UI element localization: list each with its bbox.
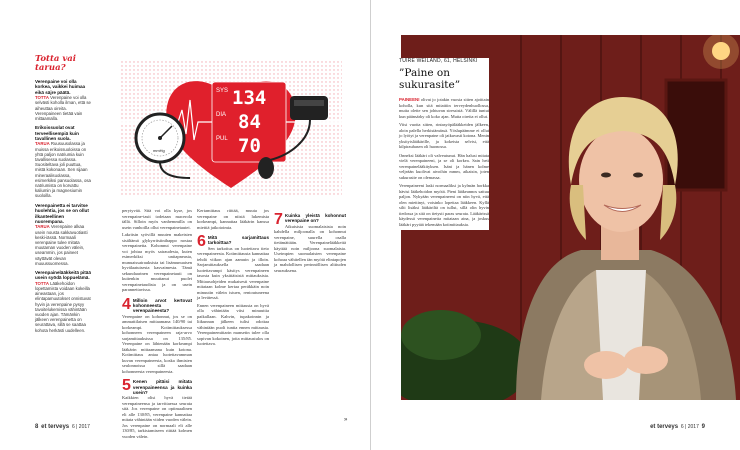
paragraph: Kertamittaus riittää, muuta jos verenpaine on niistä lukemista korkeampi, kannattaa lääkärin kanssa miettiä jatkotoimia. xyxy=(197,208,269,230)
sidebar-answer xyxy=(35,95,92,121)
paragraph: Lakritsin syövillä muuten makeisten sisältämä glykyrritsiinihappo nostaa verenpainetta. Kohonnut verenpaine voi johtua myös sairaudesta, kuten esimerkiksi unitapneasta, munuaissairauksista tai lisämunuaisen hyvälaatuisesta kasvaimesta. Tämä sekundaarinen verenpainetauti on kuitenkin muuttanut puolet verenpainetaudista ja on usein parannettavissa. xyxy=(122,232,192,292)
sidebar-answer xyxy=(35,224,92,266)
paragraph xyxy=(399,97,489,119)
answer-tag: TARUA xyxy=(35,224,50,230)
page-footer-left xyxy=(35,424,90,430)
sys-value: 134 xyxy=(232,87,267,109)
right-page xyxy=(371,0,740,450)
byline: TUIRE WEILAND, 61, HELSINKI xyxy=(399,58,478,64)
question-number: 5 xyxy=(122,377,131,395)
interview-body xyxy=(399,97,489,227)
paragraph: perytyvää. Sitä voi olla kyse, jos verenpaine-tasit todetaan macerola tällä. Silloin myös vanhemmilla on usein vanhoilla ollut verenpainetautei. xyxy=(122,208,192,230)
blood-pressure-illustration xyxy=(120,60,342,196)
answer-text: Verenpaine voi olla selvästi koholla ilman, että se aiheuttaa oireita. Verenpaineen tietää vain mittaamalla. xyxy=(35,95,91,122)
sys-label: SYS xyxy=(216,88,229,94)
pul-label: PUL xyxy=(216,136,228,142)
gauge-unit: mmHg xyxy=(153,148,165,153)
question-7 xyxy=(274,211,346,228)
sidebar-question: Erikoissuolat ovat terveellisempiä kuin tavallinen suola. xyxy=(35,125,79,142)
sidebar-question: Verenpainetta ei tarvitse huolehtia, jos se on ollut ilkanteellinen nuorempana. xyxy=(35,202,89,224)
paragraph: Verenpaineeni laski normaaliksi ja kylmän horkka hävisi lääkehoidon myötä. Pieni lääkeannos sattuu paljon. Nykyään verenpaineeni on niin hyvä, että olen miettinyt, voisinko lopettaa lääkkeen. Kyllä silti lisäksi lääkäriltä on tullut, sillä olin hyvin tiedossa ja sitä on tietysti paras seurata. Lääkärissä käydessä verenpainetta mitataan aina, ja joskus lääkäri pyytää tekemään kotimittauksia. xyxy=(399,183,489,227)
paragraph: Sen tarkoitus on luotettava tieto verenpaineesta. Kotimittausta kannattaa tehdä viikon ajan aamuin ja illoin. Sarjamittauksella saadaan luotettavampi käsitys verenpaineen tasosta kuin yksittäisistä mittauksista. Mittausohjeiden mukaisesti verenpaine mitataan kolme kertaa peräkkäin noin minuutin välein istuen, rentoutuneena ja levätessä. xyxy=(197,245,269,301)
sidebar-answer xyxy=(35,281,92,333)
lead-tag: PAINEENI xyxy=(399,97,420,102)
answer-text: Ruusuusolassa ja muissa erikoissuoloissa on yhtä paljon natriumia kuin tavallisessa suolassa. Suositeltava joli puuttua, mistä kokonaan. Sen sijaan mineraalisuolassa, esimerkiksi pansuolassa, osa natriumista on korvattu kaliumin ja magnesiumin suoloilla. xyxy=(35,141,91,199)
sidebar-title: Totta vai tarua? xyxy=(35,54,77,73)
interview-text-box xyxy=(399,58,489,230)
headline: ”Paine on sukurasite” xyxy=(399,67,461,91)
page-number: 9 xyxy=(701,424,705,430)
answer-tag: TOTTA xyxy=(35,280,49,286)
paragraph: Onneksi lääkäri oli valveutunut. Hän halusi mitata vielä verenpaineeni, ja se oli korkea. Sain heti verenpainelääkityksen. Isäni ja hänen kolme veljeään kuolivat aivoihin mmm, aikaisin, joten sukurasite on olemassa. xyxy=(399,152,489,180)
question-number: 4 xyxy=(122,295,131,313)
magazine-name: et terveys xyxy=(41,424,70,430)
question-number: 6 xyxy=(197,233,206,250)
paragraph: Kaikkien olisi hyvä tietää verenpaineensa ja tarvittaessa seurata sitä. Jos verenpaine on optimaalinen eli alle 130/85, verenpaine kannattaa mitata vähintään viiden vuoden välein. Jos verenpaine on normaali eli alle 130/85, tarkistamiseen riittää kolmen vuoden välein. xyxy=(122,395,192,439)
page-number: 8 xyxy=(35,424,39,430)
sidebar-question: Verenpainelääkkeitä pitää usein syödä loppuelämä. xyxy=(35,269,91,281)
pul-value: 70 xyxy=(238,135,261,157)
dia-value: 84 xyxy=(238,111,261,133)
article-column-3 xyxy=(274,208,346,275)
question-number: 7 xyxy=(274,211,283,228)
paragraph: Aikuisista suomalaisista noin kahdella miljoonalla on kohonnut verenpaine, suurella osalla tietämättään. Verenpainelääkkeitä käyttää noin miljoona suomalaista. Useimpien suomalaisten verenpaine kohoaa vähitellen iän myötä elintapojen ja mahdollisen perinnöllisen alttiuden seurauksena. xyxy=(274,223,346,273)
question-text: Kuinka yleistä kohonnut verenpaine on? xyxy=(284,213,346,224)
paragraph-text: olivat jo jotakin vuosia sitten ajoittain koholla, kun sitä mitattiin terveydenhuollossa, mutta olette sen johtuvan stressistä. Välillä tuntui kun päänsärky oli koko ajan. Mutta oireita ei ollut. xyxy=(399,97,489,119)
article-column-2 xyxy=(197,208,269,349)
question-text: Mitä sarjamittaus tarkoittaa? xyxy=(207,235,269,246)
question-text: Kenen pitäisi mitata verenpaineensa ja kuinka usein? xyxy=(132,379,192,396)
answer-text: Verenpaine alkaa usein nousta sakkavuotiasti keski-iässä. Normaali verenpaine tulee mitata muutaman vuoden välein, useammin, jos paineet väyttävät olevan muuussuomessa. xyxy=(35,224,88,266)
continue-marker: » xyxy=(344,417,348,423)
bp-display xyxy=(212,82,286,162)
question-4 xyxy=(122,295,192,314)
question-text: Milloin arvot kertovat kohonneesta verenpaineesta? xyxy=(132,297,192,314)
issue-number: 6 | 2017 xyxy=(680,424,699,430)
question-6 xyxy=(197,233,269,250)
sidebar-question: Verenpaine voi olla korkea, vaikkei huimaa eikä säjre päätä. xyxy=(35,79,86,95)
face xyxy=(579,128,663,232)
sidebar-answer xyxy=(35,141,92,198)
article-column-1 xyxy=(122,208,192,441)
true-false-sidebar xyxy=(35,55,92,333)
magazine-name: et terveys xyxy=(650,424,679,430)
question-5 xyxy=(122,379,192,395)
answer-tag: TOTTA xyxy=(35,95,49,101)
answer-text: Lääkehoidon lopettamista voidaan kokeilla aineastaan, jos elintapamuutokset onnistuvat hyvin ja verenpaine pysyy tavoitelukemissa vähintään vuoden ajan. Tämänkin jälkeen verenpainetta on seurattava, sillä se saattaa kohota herkästi uudelleen. xyxy=(35,280,91,333)
answer-tag: TARUA xyxy=(35,141,50,147)
paragraph: Ennen verenpaineen mittausta on hyvä olla vähintään viisi minuuttia paikallaan. Kahvin, tupakoinnin ja liikunnan jälkeen tulisi odottaa vähintään puoli tuntia ennen mittausta. Verenpainemittarin mansetin tulee olla sopivan kokoinen, jotta mittaustulos on luotettava. xyxy=(197,302,269,347)
paragraph: Viisi vuotta sitten, rintasyöpälääkkeiden jälkeen, aloin palella herkistämässä. Yöslupäämme ei ollut jo lyötyt ja verenpaine oli jatkuvasti kotona. Menin yksityislääkärille, ja kokeista selvisi, että kilpirauhasen oli huonossa. xyxy=(399,122,489,149)
paragraph: Verenpaine on kohonnut, jos se on ammattilaisen mittaamana 140/90 tai korkeampi. Kotimittauksessa kohonneen verenpaineen raja-arvo sarjamittauksissa on 135/85. Verenpaine on lähtenään korkeampi lääkärin mittaamana kuin kotona. Kotimittaus antaa luotettavamman kuvan verenpaineesta, koska ihmisten seulonnoissa sillä saadaan kohonneesta verenpaineesta. xyxy=(122,313,192,374)
issue-number: 6 | 2017 xyxy=(71,424,90,430)
page-footer-right xyxy=(650,424,705,430)
dia-label: DIA xyxy=(216,112,227,118)
